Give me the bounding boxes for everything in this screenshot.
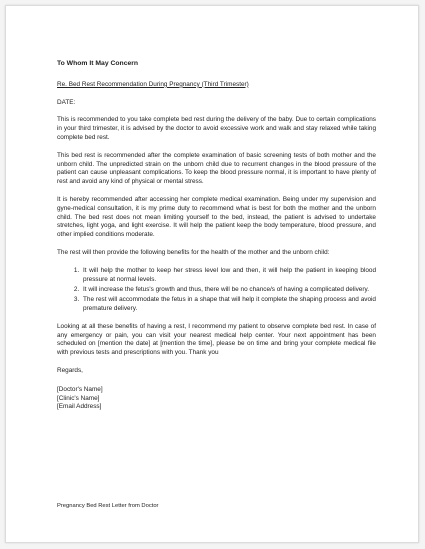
- paragraph-closing: Looking at all these benefits of having a rest, I recommend my patient to observe complete bed rest. In case of any emergency or pain, you can visit your nearest medical help center. Your next appointment has been scheduled on [mention the date] at [mention the time], please be on time and bring your complete medical file with previous tests and prescriptions with you. Thank you: [57, 322, 376, 357]
- document-page: [5, 5, 419, 543]
- letter-body: [57, 60, 376, 412]
- benefit-item-growth: 2. It will increase the fetus's growth and thus, there will be no chance/s of having a complicated delivery.: [81, 286, 376, 295]
- subject-line: Re. Bed Rest Recommendation During Pregnancy (Third Trimester): [57, 80, 249, 88]
- paragraph-recommendation: It is hereby recommended after accessing her complete medical examination. Being under my supervision and gyne-medical consultation, it is my prime duty to recommend what is best for both the mother and the unborn child. The bed rest does not mean limiting yourself to the bed, instead, the patient is advised to undertake stretches, light yoga, and light exercise. It will help the patient keep the body temperature, blood pressure, and other implied conditions moderate.: [57, 195, 376, 239]
- benefits-list: [57, 267, 376, 314]
- clinic-name-placeholder: [Clinic's Name]: [57, 394, 100, 402]
- date-label: DATE:: [57, 98, 76, 106]
- paragraph-examination: This bed rest is recommended after the complete examination of basic screening tests of both mother and the unborn child. The unpredicted strain on the unborn child due to recurrent changes in the blood pressure of the patient can cause unpleasant complications. To keep the blood pressure normal, it is important to have plenty of rest and avoid any kind of physical or mental stress.: [57, 151, 376, 186]
- salutation: To Whom It May Concern: [57, 60, 139, 67]
- footer-title: Pregnancy Bed Rest Letter from Doctor: [57, 503, 159, 509]
- benefit-item-stress: 1. It will help the mother to keep her stress level low and then, it will help the patient in keeping blood pressure at normal levels.: [81, 267, 376, 285]
- benefit-item-shape: 3. The rest will accommodate the fetus in a shape that will help it complete the shaping process and avoid premature delivery.: [81, 296, 376, 314]
- paragraph-benefits-intro: The rest will then provide the following benefits for the health of the mother and the unborn child:: [57, 248, 330, 256]
- doctor-name-placeholder: [Doctor's Name]: [57, 385, 103, 393]
- email-placeholder: [Email Address]: [57, 403, 102, 411]
- paragraph-intro: This is recommended to you take complete bed rest during the delivery of the baby. Due to certain complications in your third trimester, it is advised by the doctor to avoid excessive work and walk and stay relaxed while taking complete bed rest.: [57, 116, 376, 141]
- signature-block: [57, 386, 376, 412]
- regards: Regards,: [57, 366, 83, 374]
